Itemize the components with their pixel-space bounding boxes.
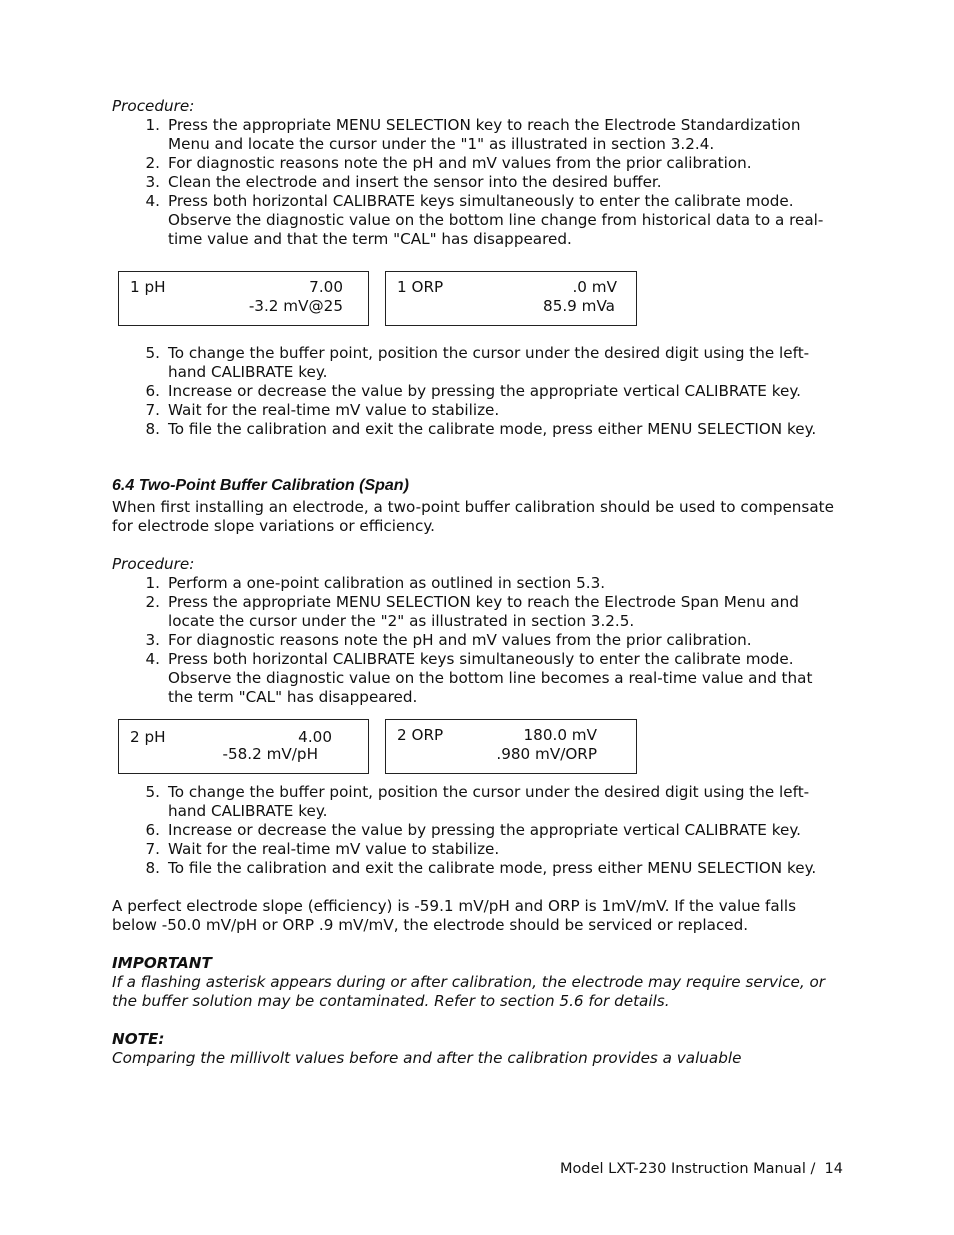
step-text: Increase or decrease the value by pressing the appropriate vertical CALIBRATE key. [168,382,801,400]
step-text: Press the appropriate MENU SELECTION key to reach the Electrode Standardization Menu and locate the cursor under the "1" as illustrated in section 3.2.4. [168,116,801,153]
list-item [112,574,842,593]
step-number: 7. [145,840,160,858]
step-text: Increase or decrease the value by pressing the appropriate vertical CALIBRATE key. [168,821,801,839]
manual-page-body [112,97,842,1068]
step-text: Press both horizontal CALIBRATE keys simultaneously to enter the calibrate mode. Observe the diagnostic value on the bottom line becomes a real-time value and that the term "CAL" has disappeared. [168,650,813,706]
lcd-display-ph-2 [118,719,369,774]
step-text: Press both horizontal CALIBRATE keys simultaneously to enter the calibrate mode. Observe the diagnostic value on the bottom line change from historical data to a real-time value and that the term "CAL" has disappeared. [168,192,824,248]
procedure-label-1: Procedure: [112,97,195,115]
procedure-steps-2b [112,783,842,878]
step-text: Perform a one-point calibration as outlined in section 5.3. [168,574,606,592]
step-text: Wait for the real-time mV value to stabilize. [168,401,500,419]
list-item [112,382,842,401]
step-number: 3. [145,631,160,649]
step-number: 8. [145,859,160,877]
lcd-value: 180.0 mV [523,726,597,744]
lcd-sub-value: -3.2 mV@25 [248,297,343,315]
lcd-label: 1 ORP [397,278,444,296]
calibration-displays-1 [112,271,842,328]
page-footer: Model LXT-230 Instruction Manual / 14 [560,1161,844,1177]
step-number: 1. [145,116,160,134]
lcd-sub-value: -58.2 mV/pH [222,745,318,763]
list-item [112,821,842,840]
list-item [112,650,842,707]
step-text: Clean the electrode and insert the sensor into the desired buffer. [168,173,662,191]
list-item [112,154,842,173]
step-number: 1. [145,574,160,592]
step-text: To file the calibration and exit the calibrate mode, press either MENU SELECTION key. [168,859,817,877]
step-text: To file the calibration and exit the calibrate mode, press either MENU SELECTION key. [168,420,817,438]
step-number: 6. [145,382,160,400]
important-text: If a flashing asterisk appears during or after calibration, the electrode may require service, or the buffer solution may be contaminated. Refer to section 5.6 for details. [112,973,826,1010]
step-text: To change the buffer point, position the cursor under the desired digit using the left-hand CALIBRATE key. [168,783,810,820]
lcd-label: 1 pH [130,278,166,296]
slope-note-paragraph: A perfect electrode slope (efficiency) is -59.1 mV/pH and ORP is 1mV/mV. If the value falls below -50.0 mV/pH or ORP .9 mV/mV, the electrode should be serviced or replaced. [112,897,797,934]
step-text: Wait for the real-time mV value to stabilize. [168,840,500,858]
list-item [112,859,842,878]
lcd-sub-value: 85.9 mVa [543,297,615,315]
lcd-value: .0 mV [572,278,617,296]
note-text: Comparing the millivolt values before and after the calibration provides a valuable [112,1049,742,1067]
list-item [112,840,842,859]
list-item [112,173,842,192]
procedure-label-2: Procedure: [112,555,195,573]
step-number: 5. [145,783,160,801]
step-number: 6. [145,821,160,839]
list-item [112,420,842,439]
lcd-sub-value: .980 mV/ORP [496,745,597,763]
step-number: 3. [145,173,160,191]
note-label: NOTE: [112,1030,165,1048]
step-number: 7. [145,401,160,419]
lcd-display-orp-1 [385,271,637,326]
section-heading: 6.4 Two-Point Buffer Calibration (Span) [112,477,409,494]
list-item [112,593,842,631]
step-text: For diagnostic reasons note the pH and mV values from the prior calibration. [168,154,752,172]
step-text: Press the appropriate MENU SELECTION key to reach the Electrode Span Menu and locate the cursor under the "2" as illustrated in section 3.2.5. [168,593,799,630]
procedure-steps-2a [112,574,842,707]
list-item [112,783,842,821]
lcd-label: 2 pH [130,728,166,746]
list-item [112,401,842,420]
calibration-displays-2 [112,719,842,776]
list-item [112,192,842,249]
list-item [112,344,842,382]
step-number: 2. [145,593,160,611]
step-number: 4. [145,192,160,210]
lcd-display-ph-1 [118,271,369,326]
lcd-value: 4.00 [298,728,332,746]
step-number: 8. [145,420,160,438]
step-text: For diagnostic reasons note the pH and mV values from the prior calibration. [168,631,752,649]
step-number: 5. [145,344,160,362]
lcd-value: 7.00 [309,278,343,296]
step-number: 2. [145,154,160,172]
list-item [112,631,842,650]
procedure-steps-1a [112,116,842,249]
list-item [112,116,842,154]
lcd-label: 2 ORP [397,726,444,744]
procedure-steps-1b [112,344,842,439]
step-number: 4. [145,650,160,668]
step-text: To change the buffer point, position the cursor under the desired digit using the left-hand CALIBRATE key. [168,344,810,381]
lcd-display-orp-2 [385,719,637,774]
important-label: IMPORTANT [112,954,212,972]
section-intro: When first installing an electrode, a two-point buffer calibration should be used to compensate for electrode slope variations or efficiency. [112,498,834,535]
